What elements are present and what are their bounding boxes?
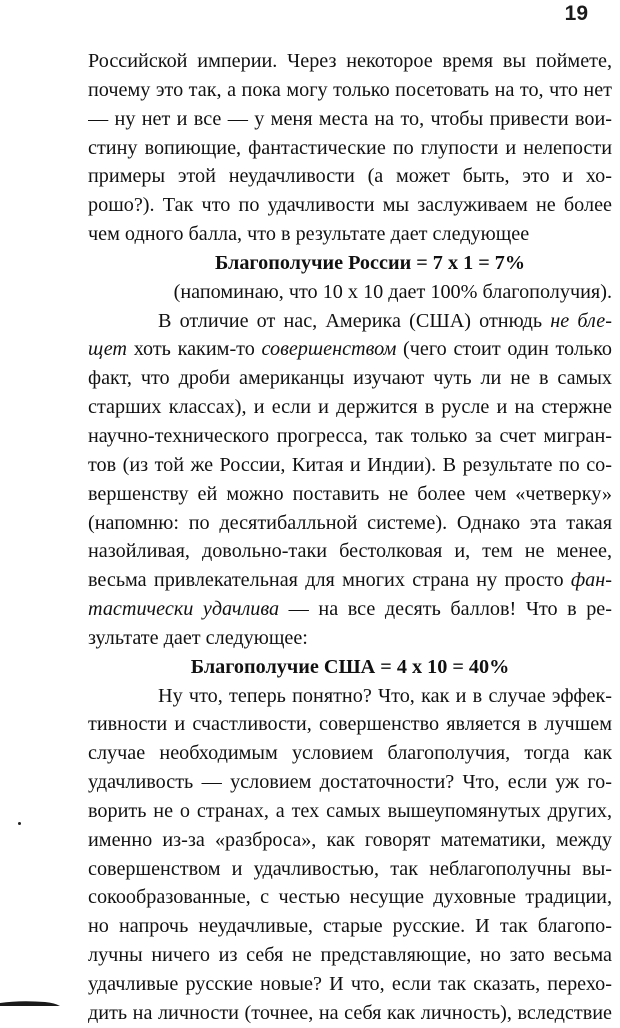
text-line: — ну нет и все — у меня места на то, чтобы привести вои- <box>88 107 612 130</box>
text-line: сокообразованные, с честью несущие духовные традиции, <box>88 886 612 909</box>
text-line <box>88 307 612 336</box>
text-line: рошо?). Так что по удачливости мы заслуживаем не более <box>88 194 612 217</box>
text-line: удачливость — условием достаточности? Что, если уж го- <box>88 771 612 794</box>
text-line: научно-технического прогресса, так только за счет мигран- <box>88 424 612 447</box>
scan-edge-mark <box>0 998 60 1006</box>
text-line: именно из-за «разброса», как говорят математики, между <box>88 828 612 851</box>
text-line: лучны ничего из себя не представляющие, но зато весьма <box>88 944 612 967</box>
text-segment: — на все десять баллов! Что в ре- <box>279 598 612 621</box>
scan-speck <box>18 822 21 825</box>
text-segment: хоть каким-то <box>127 338 262 361</box>
text-line: факт, что дроби американцы изучают чуть ли не в самых <box>88 367 612 390</box>
page-text <box>88 47 612 1028</box>
text-line: тивности и счастливости, совершенство является в лучшем <box>88 713 612 736</box>
text-line <box>88 335 612 364</box>
text-line: почему это так, а пока могу только посетовать на то, что нет <box>88 78 612 101</box>
text-segment: В отличие от нас, Америка (США) отнюдь <box>158 309 551 332</box>
italic-phrase: щет <box>88 338 128 361</box>
text-line: тов (из той же России, Китая и Индии). В результате по со- <box>88 453 612 476</box>
text-line: старших классах), и если и держится в русле и на стержне <box>88 396 612 419</box>
italic-phrase: не бле- <box>550 309 612 332</box>
text-line <box>88 566 612 595</box>
text-line: ворить не о странах, а тех самых вышеупомянутых других, <box>88 799 612 822</box>
text-line: удачливые русские новые? И что, если так сказать, перехо- <box>88 973 612 995</box>
formula-russia: Благополучие России = 7 х 1 = 7% <box>214 251 526 274</box>
text-line: зультате дает следующее: <box>88 626 308 649</box>
text-line: примеры этой неудачливости (а может быть, это и хо- <box>88 165 612 188</box>
formula-usa: Благополучие США = 4 х 10 = 40% <box>190 655 510 678</box>
text-line: назойливая, довольно-таки бестолковая и, тем не менее, <box>88 540 612 563</box>
text-line: стину вопиющие, фантастические по глупости и нелепости <box>88 136 612 159</box>
page-number: 19 <box>564 2 588 25</box>
text-line: Ну что, теперь понятно? Что, как и в случае эффек- <box>158 684 612 707</box>
text-line: Российской империи. Через некоторое время вы поймете, <box>88 50 612 72</box>
text-line: вершенству ей можно поставить не более чем «четверку» <box>88 482 612 505</box>
text-line: (напомню: по десятибалльной системе). Однако эта такая <box>88 511 612 534</box>
italic-phrase: фан- <box>570 569 612 592</box>
text-line <box>88 595 612 624</box>
text-line: (напоминаю, что 10 х 10 дает 100% благополучия). <box>173 280 612 303</box>
text-line: дить на личности (точнее, на себя как личность), вследствие <box>88 1001 612 1024</box>
text-line: чем одного балла, что в результате дает следующее <box>88 223 530 246</box>
text-line: совершенством и удачливостью, так неблагополучны вы- <box>88 857 612 880</box>
text-segment: весьма привлекательная для многих страна ну просто <box>88 569 571 592</box>
italic-phrase: тастически удачлива <box>88 598 280 621</box>
text-line: но напрочь неудачливые, старые русские. И так благопо- <box>88 915 612 938</box>
text-segment: (чего стоит один только <box>396 338 612 361</box>
italic-phrase: совершенством <box>261 338 397 361</box>
text-line: случае необходимым условием благополучия, тогда как <box>88 742 612 765</box>
